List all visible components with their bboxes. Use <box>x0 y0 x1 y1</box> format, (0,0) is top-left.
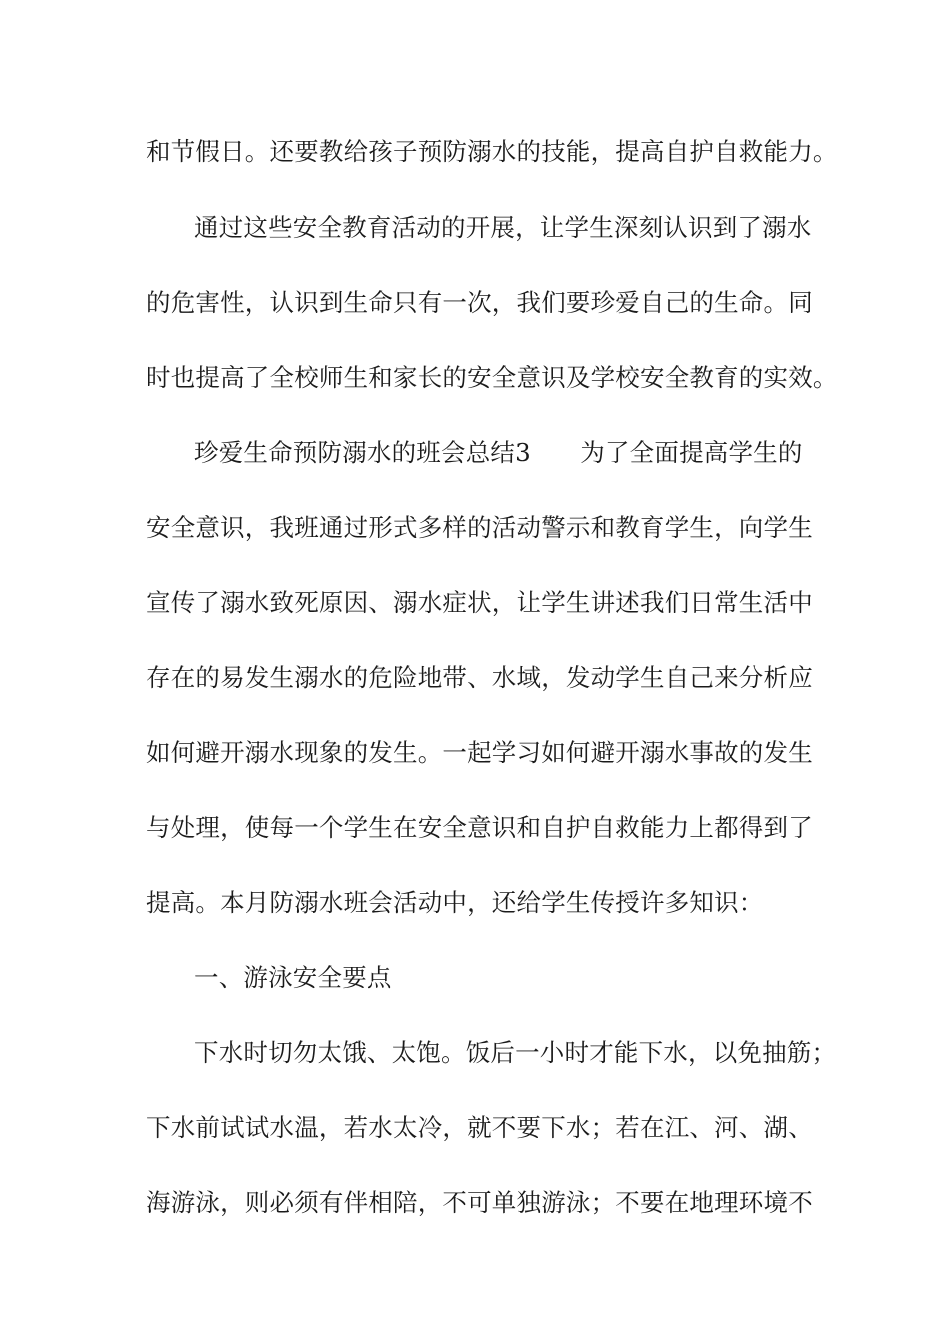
section-heading-line: 珍爱生命预防溺水的班会总结3 为了全面提高学生的 <box>194 438 803 467</box>
subheading-line: 一、游泳安全要点 <box>194 963 392 992</box>
text-line: 下水前试试水温，若水太冷，就不要下水；若在江、河、湖、 <box>146 1113 813 1142</box>
paragraph-start-line: 下水时切勿太饿、太饱。饭后一小时才能下水，以免抽筋； <box>194 1038 837 1067</box>
text-line: 海游泳，则必须有伴相陪，不可单独游泳；不要在地理环境不 <box>146 1188 813 1217</box>
text-line: 如何避开溺水现象的发生。一起学习如何避开溺水事故的发生 <box>146 738 813 767</box>
text-line: 时也提高了全校师生和家长的安全意识及学校安全教育的实效。 <box>146 363 838 392</box>
text-line: 和节假日。还要教给孩子预防溺水的技能，提高自护自救能力。 <box>146 137 838 166</box>
text-line: 安全意识，我班通过形式多样的活动警示和教育学生，向学生 <box>146 513 813 542</box>
paragraph-start-line: 通过这些安全教育活动的开展，让学生深刻认识到了溺水 <box>194 213 812 242</box>
text-line: 的危害性，认识到生命只有一次，我们要珍爱自己的生命。同 <box>146 288 813 317</box>
text-line: 提高。本月防溺水班会活动中，还给学生传授许多知识： <box>146 888 764 917</box>
text-line: 存在的易发生溺水的危险地带、水域，发动学生自己来分析应 <box>146 663 813 692</box>
text-line: 与处理，使每一个学生在安全意识和自护自救能力上都得到了 <box>146 813 813 842</box>
text-line: 宣传了溺水致死原因、溺水症状，让学生讲述我们日常生活中 <box>146 588 813 617</box>
